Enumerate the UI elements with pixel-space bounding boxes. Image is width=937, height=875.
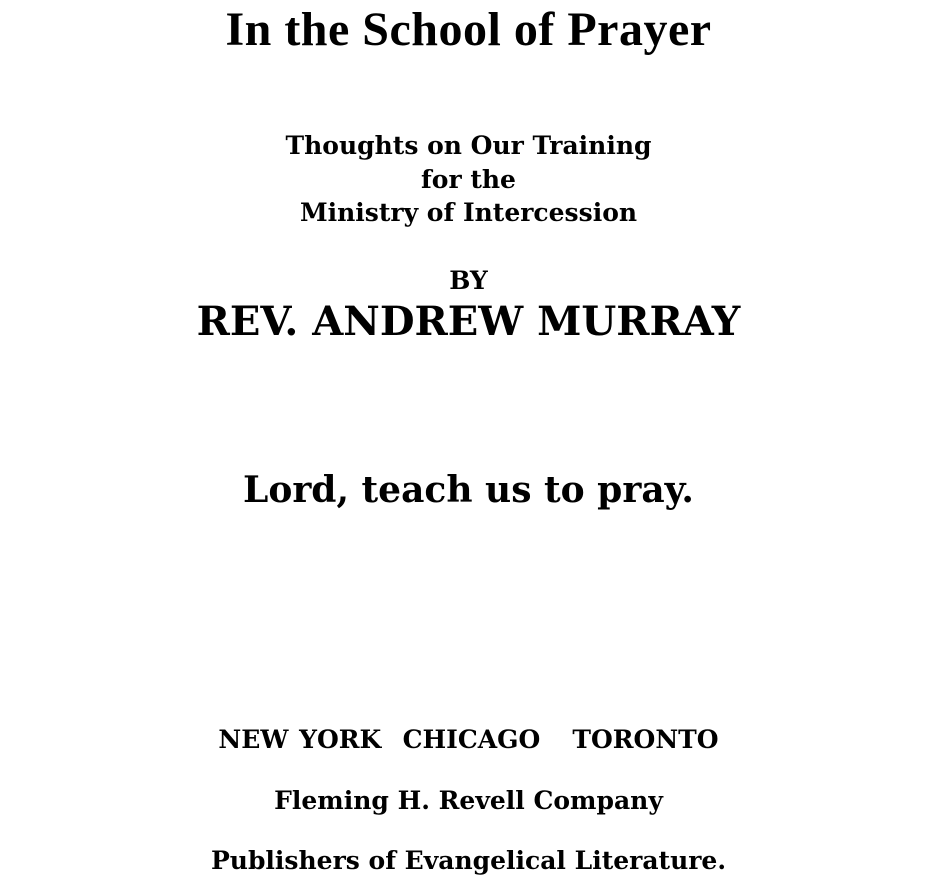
epigraph: Lord, teach us to pray. [243,469,694,511]
subtitle-line-3: Ministry of Intercession [299,198,638,227]
subtitle-line-2: for the [421,165,516,194]
publisher-name: Fleming H. Revell Company [274,786,663,815]
subtitle-line-1: Thoughts on Our Training [285,131,652,160]
author-name: REV. ANDREW MURRAY [196,298,741,345]
publisher-description: Publishers of Evangelical Literature. [210,846,727,875]
book-title: In the School of Prayer [225,3,712,56]
publisher-cities: NEW YORK CHICAGO TORONTO [218,725,719,754]
by-label: BY [449,266,488,295]
